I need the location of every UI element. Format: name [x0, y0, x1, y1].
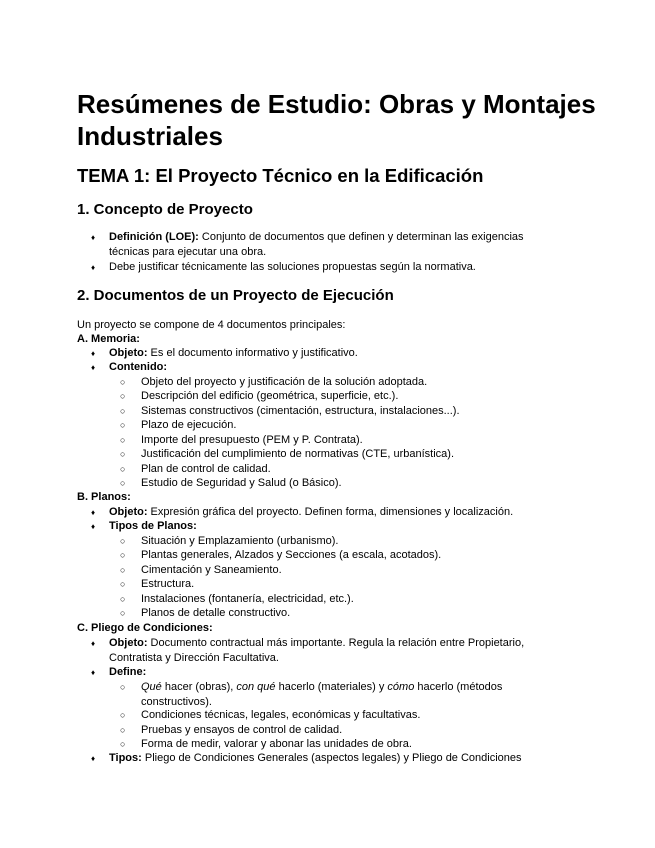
- bullet-icon: ♦: [91, 349, 96, 358]
- pliego-objeto: [109, 636, 569, 665]
- contenido-label: Contenido:: [109, 361, 168, 373]
- planos-label: B. Planos:: [77, 491, 131, 503]
- objeto-text: Expresión gráfica del proyecto. Definen forma, dimensiones y localización.: [147, 506, 514, 518]
- circle-bullet-icon: ○: [120, 682, 126, 692]
- list-item: Plazo de ejecución.: [141, 419, 237, 431]
- emphasis-text: con qué: [236, 681, 276, 693]
- list-item: Estructura.: [141, 578, 195, 590]
- tipos-text: Pliego de Condiciones Generales (aspectos legales) y Pliego de Condiciones: [141, 752, 522, 764]
- circle-bullet-icon: ○: [120, 725, 126, 735]
- memoria-label: A. Memoria:: [77, 333, 140, 345]
- list-item: Condiciones técnicas, legales, económicas y facultativas.: [141, 709, 421, 721]
- list-item: Pruebas y ensayos de control de calidad.: [141, 724, 343, 736]
- emphasis-text: Qué: [141, 681, 162, 693]
- circle-bullet-icon: ○: [120, 420, 126, 430]
- list-item: Estudio de Seguridad y Salud (o Básico).: [141, 477, 342, 489]
- list-item: Situación y Emplazamiento (urbanismo).: [141, 535, 339, 547]
- document-title: Resúmenes de Estudio: Obras y Montajes Industriales: [77, 89, 596, 151]
- objeto-label: Objeto:: [109, 347, 148, 359]
- bullet-icon: ♦: [91, 363, 96, 372]
- circle-bullet-icon: ○: [120, 608, 126, 618]
- bullet-icon: ♦: [91, 233, 96, 242]
- define-label: Define:: [109, 666, 147, 678]
- objeto-label: Objeto:: [109, 506, 148, 518]
- define-first-item: [141, 680, 561, 709]
- objeto-label: Objeto:: [109, 637, 148, 649]
- list-item: Importe del presupuesto (PEM y P. Contrata).: [141, 434, 363, 446]
- define-text: hacer (obras),: [161, 681, 237, 693]
- circle-bullet-icon: ○: [120, 536, 126, 546]
- bullet-icon: ♦: [91, 522, 96, 531]
- circle-bullet-icon: ○: [120, 406, 126, 416]
- list-item: Plan de control de calidad.: [141, 463, 271, 475]
- definition-text: Conjunto de documentos que definen y determinan las exigencias técnicas para ejecutar una obra.: [109, 231, 524, 258]
- circle-bullet-icon: ○: [120, 449, 126, 459]
- pliego-label: C. Pliego de Condiciones:: [77, 622, 213, 634]
- circle-bullet-icon: ○: [120, 478, 126, 488]
- circle-bullet-icon: ○: [120, 391, 126, 401]
- bullet-icon: ♦: [91, 508, 96, 517]
- section-2-intro: Un proyecto se compone de 4 documentos principales:: [77, 319, 346, 331]
- circle-bullet-icon: ○: [120, 550, 126, 560]
- objeto-text: Es el documento informativo y justificativo.: [147, 347, 358, 359]
- definition-label: Definición (LOE):: [109, 231, 199, 243]
- list-item: Plantas generales, Alzados y Secciones (a escala, acotados).: [141, 549, 442, 561]
- justify-item: Debe justificar técnicamente las soluciones propuestas según la normativa.: [109, 261, 476, 273]
- list-item: Cimentación y Saneamiento.: [141, 564, 282, 576]
- circle-bullet-icon: ○: [120, 739, 126, 749]
- circle-bullet-icon: ○: [120, 464, 126, 474]
- define-text: hacerlo (materiales) y: [275, 681, 388, 693]
- memoria-objeto: [109, 346, 358, 361]
- list-item: Forma de medir, valorar y abonar las unidades de obra.: [141, 738, 412, 750]
- objeto-text: Documento contractual más importante. Regula la relación entre Propietario, Contratista y Dirección Facultativa.: [109, 637, 525, 664]
- section-1-heading: 1. Concepto de Proyecto: [77, 201, 253, 218]
- circle-bullet-icon: ○: [120, 710, 126, 720]
- tipos-planos-label: Tipos de Planos:: [109, 520, 197, 532]
- list-item: Justificación del cumplimiento de normativas (CTE, urbanística).: [141, 448, 455, 460]
- circle-bullet-icon: ○: [120, 594, 126, 604]
- tema-heading: TEMA 1: El Proyecto Técnico en la Edificación: [77, 165, 484, 186]
- section-2-heading: 2. Documentos de un Proyecto de Ejecución: [77, 287, 394, 304]
- list-item: Descripción del edificio (geométrica, superficie, etc.).: [141, 390, 399, 402]
- list-item: Instalaciones (fontanería, electricidad, etc.).: [141, 593, 354, 605]
- circle-bullet-icon: ○: [120, 579, 126, 589]
- bullet-icon: ♦: [91, 754, 96, 763]
- list-item: Sistemas constructivos (cimentación, estructura, instalaciones...).: [141, 405, 460, 417]
- pliego-tipos: [109, 751, 522, 766]
- bullet-icon: ♦: [91, 263, 96, 272]
- define-text: hacerlo (métodos constructivos).: [141, 681, 503, 708]
- circle-bullet-icon: ○: [120, 435, 126, 445]
- circle-bullet-icon: ○: [120, 565, 126, 575]
- planos-objeto: [109, 505, 513, 520]
- emphasis-text: cómo: [387, 681, 415, 693]
- list-item: Planos de detalle constructivo.: [141, 607, 291, 619]
- circle-bullet-icon: ○: [120, 377, 126, 387]
- tipos-label: Tipos:: [109, 752, 142, 764]
- bullet-icon: ♦: [91, 668, 96, 677]
- list-item: Objeto del proyecto y justificación de la solución adoptada.: [141, 376, 428, 388]
- definition-item: [109, 230, 559, 259]
- bullet-icon: ♦: [91, 639, 96, 648]
